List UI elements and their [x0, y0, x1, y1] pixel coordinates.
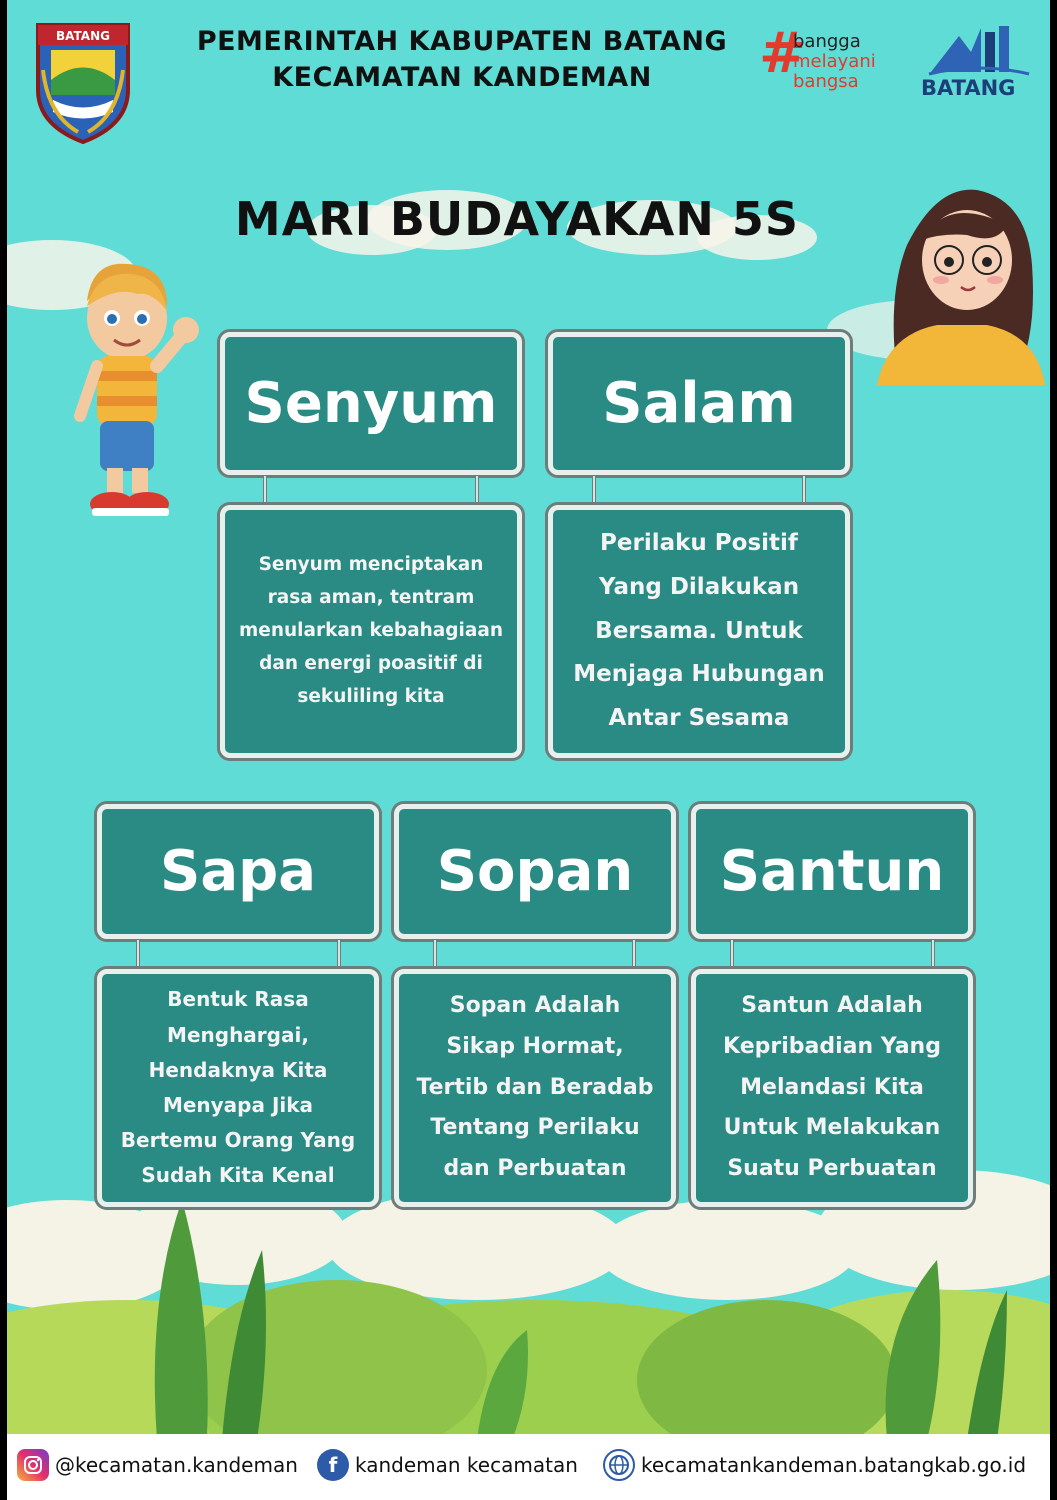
footer-facebook[interactable]	[317, 1449, 578, 1481]
poster	[7, 0, 1050, 1500]
hashtag-icon: #	[759, 21, 806, 86]
header-line-1: PEMERINTAH KABUPATEN BATANG	[196, 26, 728, 57]
instagram-icon	[17, 1449, 49, 1481]
tagline-word-2: melayani	[793, 51, 876, 72]
sign-post	[475, 476, 479, 506]
sign-description-santun	[691, 969, 973, 1207]
sign-post	[263, 476, 267, 506]
sign-post	[337, 940, 341, 970]
bangga-melayani-bangsa-logo	[759, 21, 909, 100]
sign-title-senyum	[220, 332, 522, 475]
tagline-word-3: bangsa	[793, 71, 859, 92]
header-title	[167, 24, 757, 97]
batang-crest-logo	[33, 20, 133, 145]
instagram-handle: @kecamatan.kandeman	[55, 1453, 298, 1477]
sign-title-santun	[691, 804, 973, 939]
facebook-icon: f	[317, 1449, 349, 1481]
sign-post	[433, 940, 437, 970]
crest-label: BATANG	[56, 29, 110, 43]
footer-instagram[interactable]	[17, 1449, 298, 1481]
sign-title-sopan	[394, 804, 676, 939]
tagline-word-1: bangga	[793, 31, 861, 52]
sign-description-senyum	[220, 505, 522, 758]
sign-post	[136, 940, 140, 970]
website-url: kecamatankandeman.batangkab.go.id	[641, 1453, 1027, 1477]
sign-description-sopan	[394, 969, 676, 1207]
sign-description-text: Senyum menciptakan rasa aman, tentram menularkan kebahagiaan dan energi poasitif di sekuliling kita	[239, 554, 503, 707]
sign-description-text: Bentuk Rasa Menghargai, Hendaknya Kita Menyapa Jika Bertemu Orang Yang Sudah Kita Kenal	[120, 987, 356, 1188]
girl-hijab-illustration	[867, 185, 1047, 385]
sign-post	[730, 940, 734, 970]
sign-title-sapa	[97, 804, 379, 939]
sign-description-text: Sopan Adalah Sikap Hormat, Tertib dan Beradab Tentang Perilaku dan Perbuatan	[416, 992, 654, 1182]
sign-description-text: Perilaku Positif Yang Dilakukan Bersama. Untuk Menjaga Hubungan Antar Sesama	[573, 530, 825, 732]
sign-title-text: Santun	[719, 839, 945, 904]
sign-post	[931, 940, 935, 970]
skyline-icon	[919, 22, 1039, 78]
sign-post	[592, 476, 596, 506]
header-line-2: KECAMATAN KANDEMAN	[272, 62, 652, 94]
sign-post	[632, 940, 636, 970]
facebook-name: kandeman kecamatan	[355, 1453, 578, 1477]
footer	[7, 1434, 1050, 1500]
sign-title-text: Senyum	[244, 371, 498, 436]
sign-description-sapa	[97, 969, 379, 1207]
sign-title-text: Sopan	[436, 839, 634, 904]
sign-description-salam	[548, 505, 850, 758]
main-title: MARI BUDAYAKAN 5S	[234, 192, 800, 246]
boy-waving-illustration	[62, 256, 202, 531]
sign-title-salam	[548, 332, 850, 475]
sign-title-text: Sapa	[160, 839, 316, 904]
brand-name: BATANG	[921, 76, 1016, 100]
sign-description-text: Santun Adalah Kepribadian Yang Melandasi Kita Untuk Melakukan Suatu Perbuatan	[723, 992, 941, 1182]
sign-post	[802, 476, 806, 506]
globe-icon	[603, 1449, 635, 1481]
footer-website[interactable]	[603, 1449, 1026, 1481]
batang-brand-logo	[919, 22, 1039, 132]
sign-title-text: Salam	[602, 371, 796, 436]
